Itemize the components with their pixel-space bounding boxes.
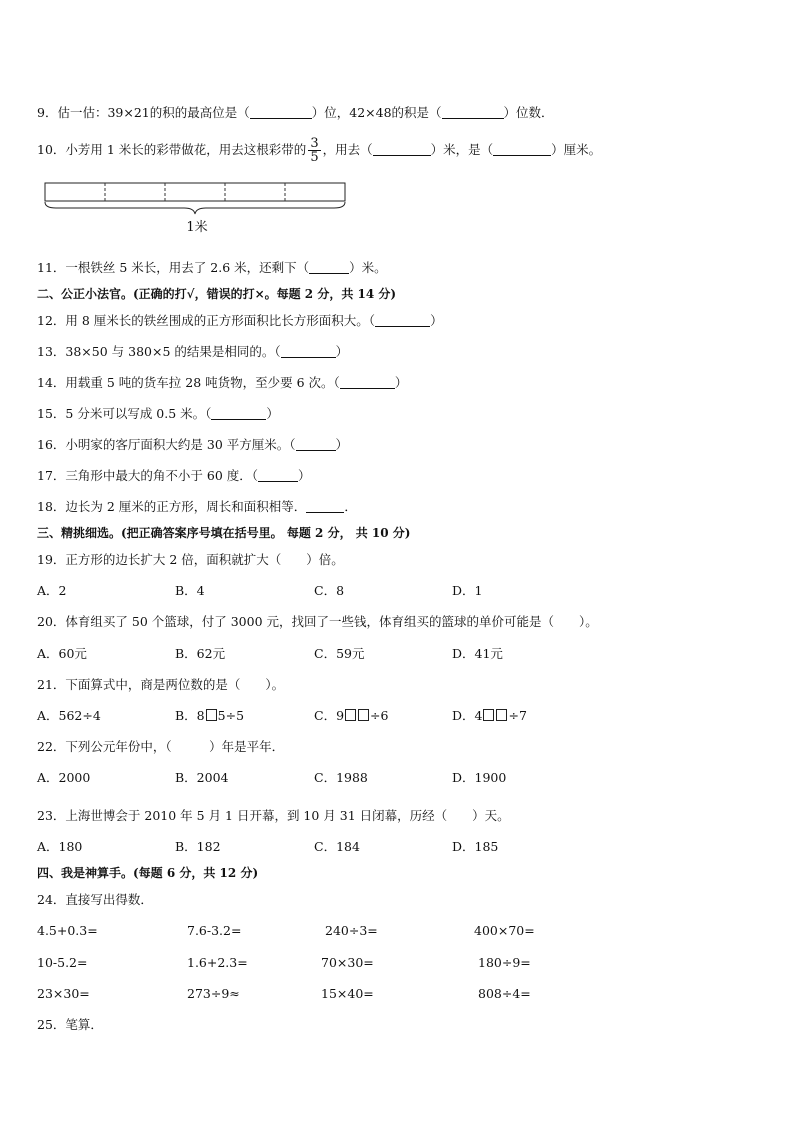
option-c[interactable]: C．59元 — [314, 646, 365, 661]
option-c[interactable]: C．184 — [314, 839, 360, 854]
judge-question: 14．用载重 5 吨的货车拉 28 吨货物，至少要 6 次。（ ） — [37, 375, 408, 390]
question-25: 25．笔算． — [37, 1017, 103, 1032]
ribbon-svg — [44, 180, 354, 240]
option-a[interactable]: A．2 — [37, 583, 67, 598]
choice-stem: 19．正方形的边长扩大 2 倍，面积就扩大（ ）倍。 — [37, 552, 344, 567]
option-a[interactable]: A．2000 — [37, 770, 91, 785]
ribbon-label: 1米 — [186, 220, 208, 235]
option-d[interactable]: D．41元 — [452, 646, 503, 661]
question-9: 9．估一估：39×21的积的最高位是（ ）位，42×48的积是（ ）位数． — [37, 105, 554, 120]
digit-box — [483, 709, 494, 721]
calc-item: 23×30= — [37, 986, 90, 1001]
answer-blank[interactable] — [296, 438, 336, 451]
fraction: $\frac{3}{5}$ — [310, 136, 319, 165]
option-b[interactable]: B．8 5÷5 — [175, 708, 245, 723]
answer-blank[interactable] — [375, 314, 430, 327]
choice-stem: 22．下列公元年份中，（ ）年是平年． — [37, 739, 285, 754]
question-11: 11．一根铁丝 5 米长，用去了 2.6 米，还剩下（ ）米。 — [37, 260, 387, 275]
judge-question: 17．三角形中最大的角不小于 60 度．（ ） — [37, 468, 311, 483]
calc-item: 10-5.2= — [37, 955, 88, 970]
ribbon-bar — [45, 183, 345, 201]
digit-box — [496, 709, 507, 721]
option-b[interactable]: B．182 — [175, 839, 221, 854]
question-24: 24．直接写出得数． — [37, 892, 153, 907]
ribbon-brace — [45, 202, 345, 214]
choice-stem: 23．上海世博会于 2010 年 5 月 1 日开幕，到 10 月 31 日闭幕，历经（ ）天。 — [37, 808, 510, 823]
answer-blank[interactable] — [309, 261, 349, 274]
option-a[interactable]: A．60元 — [37, 646, 87, 661]
calc-item: 15×40= — [321, 986, 374, 1001]
option-d[interactable]: D．1900 — [452, 770, 507, 785]
option-d[interactable]: D．185 — [452, 839, 499, 854]
option-c[interactable]: C．9 ÷6 — [314, 708, 389, 723]
answer-blank[interactable] — [373, 143, 431, 156]
option-c[interactable]: C．1988 — [314, 770, 368, 785]
judge-question: 15．5 分米可以写成 0.5 米。（ ） — [37, 406, 279, 421]
answer-blank[interactable] — [493, 143, 551, 156]
option-c[interactable]: C．8 — [314, 583, 345, 598]
answer-blank[interactable] — [281, 345, 336, 358]
digit-box — [345, 709, 356, 721]
calc-item: 808÷4= — [478, 986, 531, 1001]
option-b[interactable]: B．4 — [175, 583, 205, 598]
calc-item: 70×30= — [321, 955, 374, 970]
option-b[interactable]: B．62元 — [175, 646, 226, 661]
section-heading: 四、我是神算手。(每题 6 分，共 12 分) — [37, 866, 259, 880]
option-b[interactable]: B．2004 — [175, 770, 229, 785]
choice-stem: 21．下面算式中，商是两位数的是（ ）。 — [37, 677, 285, 692]
calc-item: 7.6-3.2= — [187, 923, 242, 938]
answer-blank[interactable] — [442, 106, 504, 119]
answer-blank[interactable] — [250, 106, 312, 119]
calc-item: 4.5+0.3= — [37, 923, 98, 938]
option-d[interactable]: D．4 ÷7 — [452, 708, 527, 723]
judge-question: 18．边长为 2 厘米的正方形，周长和面积相等． ． — [37, 499, 357, 514]
calc-item: 273÷9≈ — [187, 986, 240, 1001]
section-heading: 二、公正小法官。(正确的打√，错误的打×。每题 2 分，共 14 分) — [37, 287, 397, 301]
answer-blank[interactable] — [306, 500, 344, 513]
ribbon-diagram — [44, 180, 354, 243]
option-d[interactable]: D．1 — [452, 583, 483, 598]
question-10: 10．小芳用 1 米长的彩带做花，用去这根彩带的 $\frac{3}{5}$ ，用去（ ）米，是（ ）厘米。 — [37, 136, 602, 165]
option-a[interactable]: A．562÷4 — [37, 708, 101, 723]
section-heading: 三、精挑细选。(把正确答案序号填在括号里。 每题 2 分， 共 10 分) — [37, 526, 411, 540]
judge-question: 16．小明家的客厅面积大约是 30 平方厘米。（ ） — [37, 437, 349, 452]
judge-question: 13．38×50 与 380×5 的结果是相同的。（ ） — [37, 344, 349, 359]
calc-item: 400×70= — [474, 923, 535, 938]
answer-blank[interactable] — [258, 469, 298, 482]
answer-blank[interactable] — [340, 376, 395, 389]
judge-question: 12．用 8 厘米长的铁丝围成的正方形面积比长方形面积大。（ ） — [37, 313, 443, 328]
digit-box — [206, 709, 217, 721]
option-a[interactable]: A．180 — [37, 839, 83, 854]
digit-box — [358, 709, 369, 721]
calc-item: 1.6+2.3= — [187, 955, 248, 970]
calc-item: 180÷9= — [478, 955, 531, 970]
calc-item: 240÷3= — [325, 923, 378, 938]
answer-blank[interactable] — [211, 407, 266, 420]
choice-stem: 20．体育组买了 50 个篮球，付了 3000 元，找回了一些钱，体育组买的篮球的单价可能是（ ）。 — [37, 614, 598, 629]
